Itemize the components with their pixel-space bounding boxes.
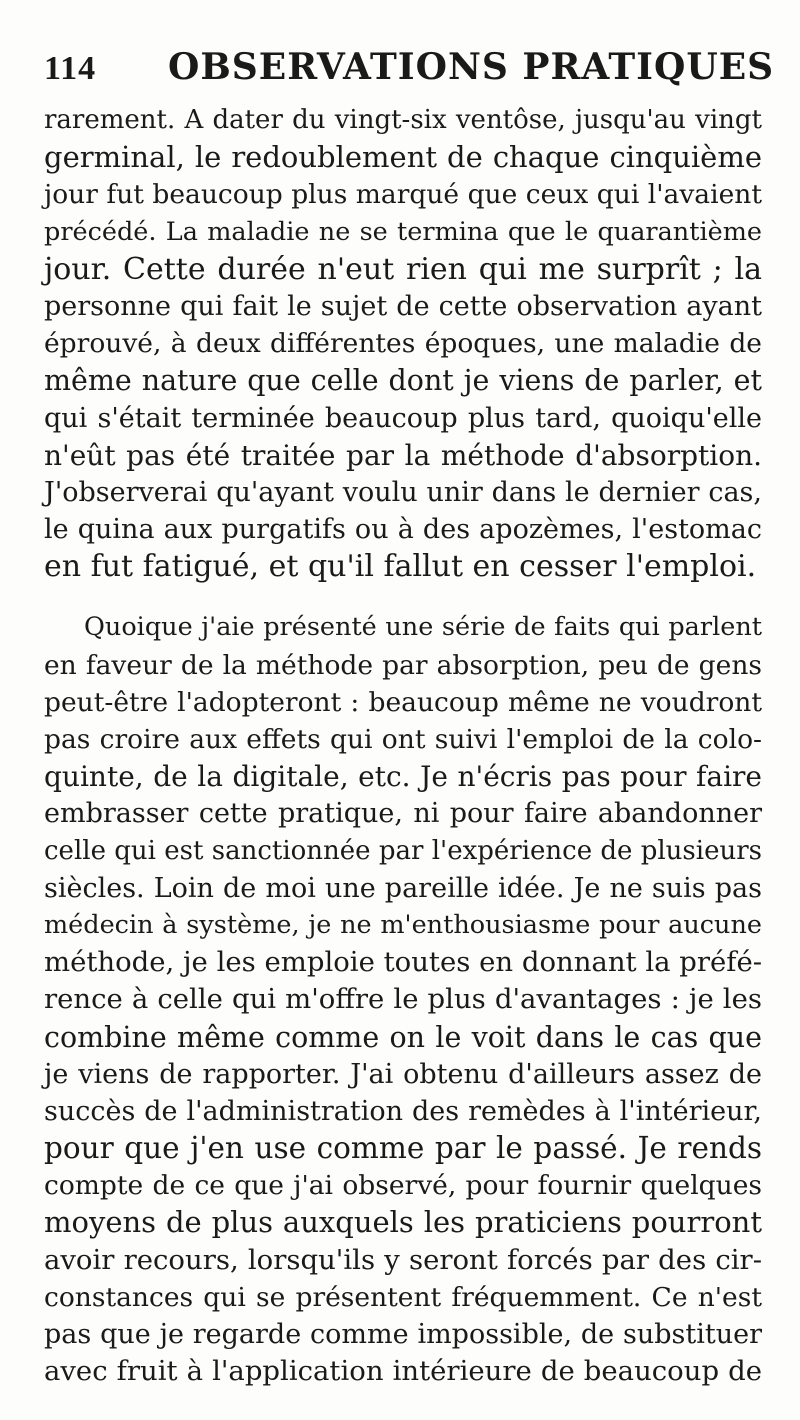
text-line: quinte, de la digitale, etc. Je n'écris pas pour faire [44, 760, 762, 794]
text-line: celle qui est sanctionnée par l'expérience de plusieurs [44, 835, 762, 866]
text-line: le quina aux purgatifs ou à des apozèmes, l'estomac [44, 514, 762, 546]
text-line: rence à celle qui m'offre le plus d'avantages : je les [44, 983, 762, 1016]
text-line: en fut fatigué, et qu'il fallut en cesser l'emploi. [44, 549, 757, 585]
text-line: moyens de plus auxquels les praticiens pourront [44, 1205, 762, 1240]
text-line: médecin à système, je ne m'enthousiasme pour aucune [44, 909, 762, 940]
text-line: compte de ce que j'ai observé, pour fournir quelques [44, 1170, 762, 1202]
text-line: en faveur de la méthode par absorption, peu de gens [44, 649, 762, 681]
text-line: qui s'était terminée beaucoup plus tard, quoiqu'elle [44, 402, 762, 434]
text-line: peut-être l'adopteront : beaucoup même ne voudront [44, 686, 762, 718]
text-line: je viens de rapporter. J'ai obtenu d'ailleurs assez de [44, 1058, 762, 1090]
text-line: J'observerai qu'ayant voulu unir dans le dernier cas, [44, 476, 762, 508]
text-line: n'eût pas été traitée par la méthode d'absorption. [44, 438, 762, 472]
paragraph-1 [44, 102, 762, 585]
paragraph-gap [44, 585, 762, 609]
page-number: 114 [44, 50, 97, 87]
text-line: précédé. La maladie ne se termina que le quarantième [44, 216, 762, 247]
page-header [44, 46, 775, 90]
text-line: méthode, je les emploie toutes en donnant la préfé- [44, 946, 763, 979]
text-line: pas croire aux effets qui ont suivi l'emploi de la colo- [44, 724, 762, 755]
text-line: avec fruit à l'application intérieure de beaucoup de [44, 1355, 762, 1388]
text-line: embrasser cette pratique, ni pour faire abandonner [44, 798, 762, 830]
text-line: jour. Cette durée n'eut rien qui me surprît ; la [44, 251, 762, 287]
text-line: germinal, le redoublement de chaque cinquième [44, 140, 762, 175]
text-line: avoir recours, lorsqu'ils y seront forcés par des cir- [44, 1243, 762, 1276]
paragraph-2 [44, 609, 762, 1390]
text-line: succès de l'administration des remèdes à l'intérieur, [44, 1095, 762, 1127]
text-line: Quoique j'aie présenté une série de faits qui parlent [84, 612, 762, 643]
text-line: même nature que celle dont je viens de parler, et [44, 364, 762, 398]
text-line: constances qui se présentent fréquemment. Ce n'est [44, 1281, 762, 1313]
text-line: combine même comme on le voit dans le cas que [44, 1020, 762, 1054]
body-text [44, 102, 762, 1390]
text-line: pour que j'en use comme par le passé. Je rends [44, 1131, 762, 1166]
text-line: rarement. A dater du vingt-six ventôse, jusqu'au vingt [44, 105, 762, 135]
running-title: OBSERVATIONS PRATIQUES [168, 46, 775, 88]
text-line: pas que je regarde comme impossible, de substituer [44, 1319, 762, 1350]
text-line: éprouvé, à deux différentes époques, une maladie de [44, 328, 762, 360]
text-line: jour fut beaucoup plus marqué que ceux qui l'avaient [44, 179, 762, 211]
text-line: personne qui fait le sujet de cette observation ayant [44, 290, 762, 322]
text-line: siècles. Loin de moi une pareille idée. Je ne suis pas [44, 872, 762, 904]
